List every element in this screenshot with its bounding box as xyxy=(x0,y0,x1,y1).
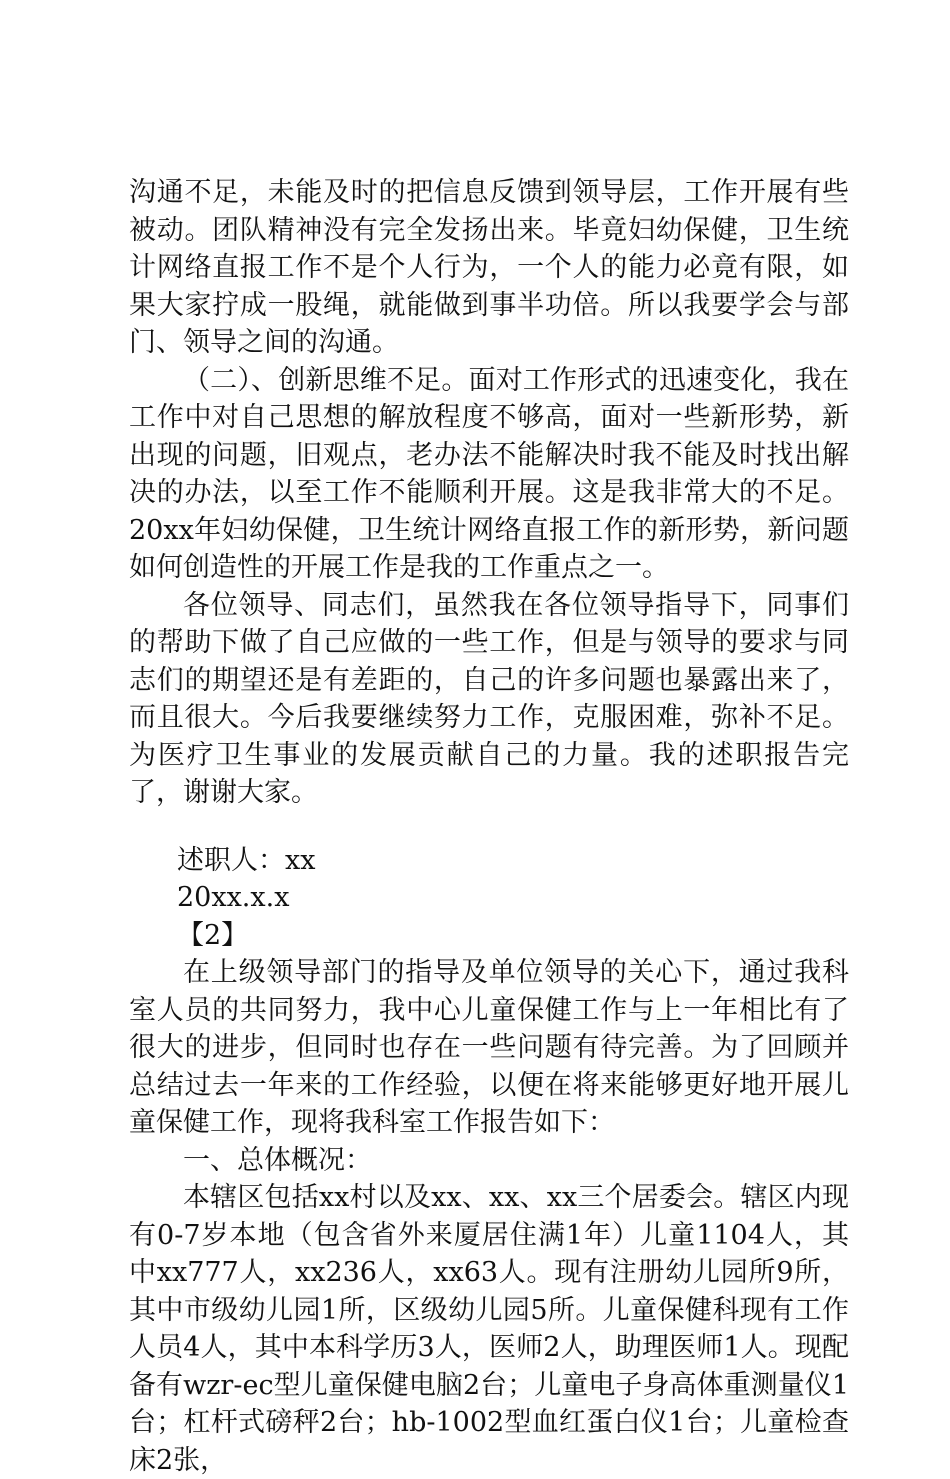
date-line: 20xx.x.x xyxy=(177,882,290,913)
paragraph-innovation: （二）、创新思维不足。面对工作形式的迅速变化，我在工作中对自己思想的解放程度不够高，面对一些新形势，新出现的问题，旧观点，老办法不能解决时我不能及时找出解决的办法，以至工作不能顺利开展。这是我非常大的不足。20xx年妇幼保健，卫生统计网络直报工作的新形势，新问题如何创造性的开展工作是我的工作重点之一。 xyxy=(129,364,849,583)
paragraph-closing: 各位领导、同志们，虽然我在各位领导指导下，同事们的帮助下做了自己应做的一些工作，但是与领导的要求与同志们的期望还是有差距的，自己的许多问题也暴露出来了，而且很大。今后我要继续努力工作，克服困难，弥补不足。为医疗卫生事业的发展贡献自己的力量。我的述职报告完了，谢谢大家。 xyxy=(129,589,849,808)
section-heading-overview: 一、总体概况： xyxy=(183,1144,372,1176)
paragraph-overview: 本辖区包括xx村以及xx、xx、xx三个居委会。辖区内现有0-7岁本地（包含省外来厦居住满1年）儿童1104人，其中xx777人，xx236人，xx63人。现有注册幼儿园所9所，其中市级幼儿园1所，区级幼儿园5所。儿童保健科现有工作人员4人，其中本科学历3人，医师2人，助理医师1人。现配备有wzr-ec型儿童保健电脑2台；儿童电子身高体重测量仪1台；杠杆式磅秤2台；hb-1002型血红蛋白仪1台；儿童检查床2张， xyxy=(129,1182,849,1476)
signature-line: 述职人：xx xyxy=(177,844,316,876)
document-body xyxy=(129,174,849,1479)
paragraph-communication: 沟通不足，未能及时的把信息反馈到领导层，工作开展有些被动。团队精神没有完全发扬出来。毕竟妇幼保健，卫生统计网络直报工作不是个人行为，一个人的能力必竟有限，如果大家拧成一股绳，就能做到事半功倍。所以我要学会与部门、领导之间的沟通。 xyxy=(129,177,849,358)
paragraph-intro: 在上级领导部门的指导及单位领导的关心下，通过我科室人员的共同努力，我中心儿童保健工作与上一年相比有了很大的进步，但同时也存在一些问题有待完善。为了回顾并总结过去一年来的工作经验，以便在将来能够更好地开展儿童保健工作，现将我科室工作报告如下： xyxy=(129,957,849,1138)
spacer xyxy=(129,812,849,842)
section-marker: 【2】 xyxy=(177,919,249,951)
